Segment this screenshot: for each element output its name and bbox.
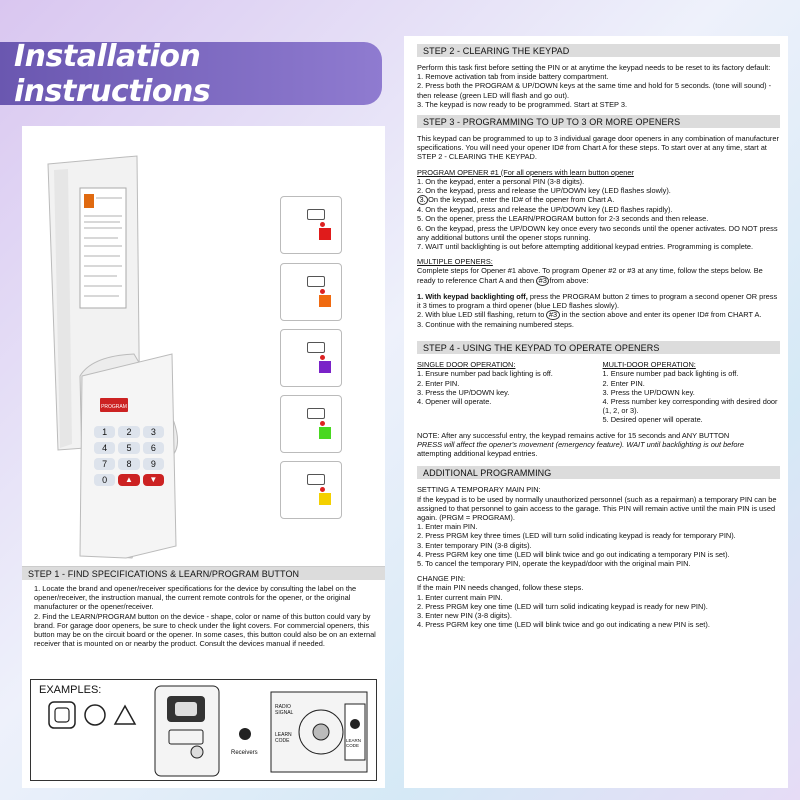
swatch-square — [319, 493, 331, 505]
color-swatch-yellow — [280, 461, 342, 519]
step4-heading: STEP 4 - USING THE KEYPAD TO OPERATE OPENERS — [417, 341, 780, 354]
list-item: 3. Press the UP/DOWN key. — [417, 387, 510, 397]
key-7: 7 — [94, 458, 115, 470]
list-item: 1. On the keypad, enter a personal PIN (3-8 digits). — [417, 176, 585, 186]
list-item: 4. Press PGRM key one time (LED will blink twice and go out indicating a new PIN is set). — [417, 620, 710, 630]
step2-heading: STEP 2 - CLEARING THE KEYPAD — [417, 44, 780, 57]
receivers-label: Receivers — [231, 750, 258, 756]
list-item: 2. Press PRGM key one time (LED will turn solid indicating keypad is ready for new PIN). — [417, 601, 708, 611]
list-item: 4. On the keypad, press and release the UP/DOWN key (LED flashes rapidly). — [417, 205, 673, 215]
list-item — [417, 310, 780, 320]
swatch-square — [319, 228, 331, 240]
bold-text: 1. With keypad backlighting off, — [417, 291, 528, 301]
text: NOTE: After any successful entry, the keypad remains active for 15 seconds and ANY BUTTON — [417, 430, 730, 440]
key-9: 9 — [143, 458, 164, 470]
list-item — [417, 195, 780, 205]
list-item: 7. WAIT until backlighting is out before attempting additional keypad entries. Programming is complete. — [417, 242, 754, 252]
swatch-square — [319, 427, 331, 439]
step2-section — [404, 57, 788, 109]
list-item: 6. On the keypad, press the UP/DOWN key once every two seconds until the opener activates. DO NOT press any additional buttons until the opener stops running. — [417, 223, 778, 242]
list-item: 2. Enter PIN. — [602, 378, 645, 388]
list-item: 1. Enter current main PIN. — [417, 592, 503, 602]
up-arrow-icon: ▲ — [118, 474, 139, 486]
keypad-keys — [94, 426, 164, 486]
list-item: 2. Enter PIN. — [417, 378, 460, 388]
change-pin-heading: CHANGE PIN: — [417, 574, 466, 584]
examples-box — [30, 679, 377, 781]
multiple-openers-heading: MULTIPLE OPENERS: — [417, 257, 493, 267]
step2-intro: Perform this task first before setting the PIN or at anytime the keypad needs to be reset to its factory default: — [417, 63, 771, 72]
step1-section — [22, 566, 385, 788]
instructions-panel — [404, 36, 788, 788]
list-item: 1. Enter main PIN. — [417, 522, 478, 532]
list-item: 3. The keypad is now ready to be programmed. Start at STEP 3. — [417, 99, 628, 109]
radio-signal-label: RADIO SIGNAL — [275, 704, 294, 716]
text: Complete steps for Opener #1 above. To program Opener #2 or #3 at any time, follow the steps below. Be ready to reference Chart A and then — [417, 266, 763, 285]
color-swatch-red — [280, 196, 342, 254]
multi-door-column — [603, 360, 781, 424]
list-item: 2. On the keypad, press and release the UP/DOWN key (LED flashes slowly). — [417, 186, 671, 196]
text: in the section above and enter its opener ID# from CHART A. — [561, 310, 762, 320]
key-8: 8 — [118, 458, 139, 470]
list-item: 4. Press number key corresponding with desired door (1, 2, or 3). — [602, 397, 778, 416]
key-6: 6 — [143, 442, 164, 454]
single-door-column — [417, 360, 595, 424]
key-5: 5 — [118, 442, 139, 454]
swatch-square — [319, 295, 331, 307]
multi-door-heading: MULTI-DOOR OPERATION: — [602, 360, 696, 370]
multiple-openers-intro — [417, 266, 780, 285]
step3-list — [417, 177, 780, 251]
step4-section — [404, 354, 788, 458]
additional-section — [404, 479, 788, 629]
key-0: 0 — [94, 474, 115, 486]
examples-label: EXAMPLES: — [39, 684, 102, 696]
color-swatch-orange — [280, 263, 342, 321]
learn-code-label: LEARN CODE — [275, 732, 292, 744]
list-item: 3. Press the UP/DOWN key. — [602, 387, 695, 397]
list-item: 3. Enter new PIN (3-8 digits). — [417, 610, 512, 620]
down-arrow-icon: ▼ — [143, 474, 164, 486]
list-item: 4. Press PGRM key one time (LED will blink twice and go out indicating a temporary PIN is set). — [417, 549, 730, 559]
key-3: 3 — [143, 426, 164, 438]
circled-step-3: 3. — [417, 195, 428, 205]
text: press the PROGRAM button 2 times to program a second opener OR press it 3 times to program a third opener (blue LED flashes slowly). — [417, 291, 778, 310]
circled-ref: #3 — [546, 310, 559, 320]
circled-ref: #3 — [536, 276, 549, 286]
program-opener-1-heading: PROGRAM OPENER #1 (For all openers with learn button opener — [417, 167, 634, 177]
list-item: 4. Opener will operate. — [417, 397, 492, 407]
keypad-panel — [22, 126, 385, 581]
warning-icon — [84, 194, 94, 208]
text: from above: — [549, 275, 589, 285]
multi-list — [417, 292, 780, 330]
list-item: 1. Ensure number pad back lighting is off. — [602, 369, 739, 379]
list-item: 5. On the opener, press the LEARN/PROGRAM button for 2-3 seconds and then release. — [417, 214, 709, 224]
key-4: 4 — [94, 442, 115, 454]
temp-pin-heading: SETTING A TEMPORARY MAIN PIN: — [417, 485, 541, 495]
step4-note — [417, 431, 780, 459]
list-item: 1. Ensure number pad back lighting is off. — [417, 369, 553, 379]
temp-pin-intro: If the keypad is to be used by normally unauthorized personnel (such as a repairman) a temporary PIN can be assigned to that personnel to gain access to the garage. This PIN will remain active until the main PIN is used again. (PRGM = PROGRAM). — [417, 494, 777, 522]
color-swatch-green — [280, 395, 342, 453]
learn-code-label-2: LEARN CODE — [346, 738, 362, 748]
step3-heading: STEP 3 - PROGRAMMING TO UP TO 3 OR MORE OPENERS — [417, 115, 780, 128]
list-item: 2. Press both the PROGRAM & UP/DOWN keys at the same time and hold for 5 seconds. (tone will sound) - then release (green LED will flash and go out). — [417, 81, 772, 100]
list-item: 2. Press PRGM key three times (LED will turn solid indicating keypad is ready for temporary PIN). — [417, 531, 736, 541]
single-door-heading: SINGLE DOOR OPERATION: — [417, 360, 516, 370]
list-item: 5. To cancel the temporary PIN, operate the keypad/door with the original main PIN. — [417, 558, 691, 568]
title-banner — [0, 38, 382, 109]
color-swatch-purple — [280, 329, 342, 387]
learn-button-examples-illustration — [31, 680, 376, 780]
page-title: Installation instructions — [14, 38, 211, 109]
step2-list — [417, 72, 780, 109]
svg-text:PROGRAM: PROGRAM — [101, 404, 127, 410]
key-1: 1 — [94, 426, 115, 438]
list-item: 1. Remove activation tab from inside battery compartment. — [417, 72, 609, 82]
list-item: 5. Desired opener will operate. — [602, 415, 703, 425]
key-2: 2 — [118, 426, 139, 438]
additional-heading: ADDITIONAL PROGRAMMING — [417, 466, 780, 479]
change-pin-intro: If the main PIN needs changed, follow these steps. — [417, 583, 584, 593]
list-item: 1. Locate the brand and opener/receiver specifications for the device by consulting the label on the opener/receiver, the instruction manual, the current remote controls for the opener, or the original manufacturer or the opener/receiver. — [34, 584, 357, 612]
list-item: 3. Continue with the remaining numbered steps. — [417, 320, 574, 330]
step3-section — [404, 128, 788, 329]
step1-heading: STEP 1 - FIND SPECIFICATIONS & LEARN/PROGRAM BUTTON — [22, 567, 385, 580]
swatch-square — [319, 361, 331, 373]
italic-text: PRESS will affect the opener's movement (emergency feature). WAIT until backlighting is out before — [417, 439, 745, 449]
list-item — [417, 292, 780, 310]
text: 2. With blue LED still flashing, return to — [417, 310, 545, 320]
list-item-text: On the keypad, enter the ID# of the opener from Chart A. — [428, 195, 615, 205]
list-item: 3. Enter temporary PIN (3-8 digits). — [417, 540, 532, 550]
step3-intro: This keypad can be programmed to up to 3 individual garage door openers in any combination of manufacturer specifications. You will need your opener ID# from Chart A for these steps. To start over at any time, start at STEP 2 - CLEARING THE KEYPAD. — [417, 134, 779, 162]
list-item: 2. Find the LEARN/PROGRAM button on the device - shape, color or name of this button could vary by brand. For garage door openers, be sure to check under the light covers. For commercial openers, this button may be on the circuit board or the opener. In some cases, this button could also be on an external receiver that is mounted on or nearby the product. Consult the devices manual if needed. — [34, 611, 376, 649]
text: attempting additional keypad entries. — [417, 449, 538, 459]
step1-list — [22, 580, 385, 648]
